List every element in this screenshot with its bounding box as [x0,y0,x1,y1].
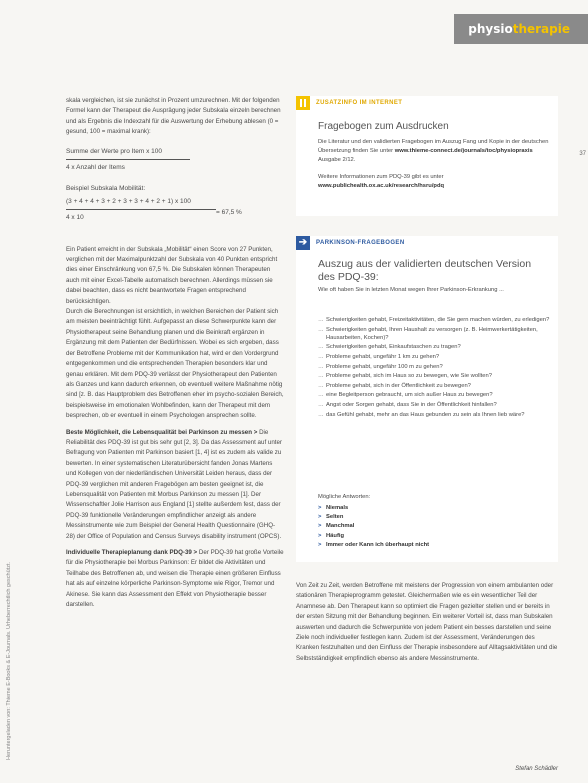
arrow-right-icon: ➔ [296,236,310,250]
oxford-link[interactable]: www.publichealth.ox.ac.uk/research/hsru/pdq [318,182,445,189]
journal-brand [454,14,588,44]
answers-heading: Mögliche Antworten: [318,494,371,500]
best-option-text: Die Reliabilität des PDQ-39 ist gut bis sehr gut [2, 3]. Da das Assessment auf unter Befragung von Patienten mit Parkinson basiert [1, 4] ist es zudem als valide zu bewerten. In einer systematischen Literaturübersicht fanden Jonas Martens und Kollegen von der niederländischen Universität Leiden heraus, dass der PDQ-39 verglichen mit anderen Fragebögen am besten geeignet ist, die Lebensqualität von Patienten mit Morbus Parkinson zu messen [1]. Der Wissenschaftler Jolie Harrison aus England [1] stellte außerdem fest, dass der PDQ-39 funktionelle Veränderungen empfindlicher anzeigt als andere Messinstrumente wie zum Beispiel der General Health Questionnaire (GHQ-28) der Office of Population and Census Surveys disability instrument (OPCS). [66,428,282,540]
left-column [66,96,284,610]
right-column-text [296,581,558,664]
page-number: 37 [579,151,586,157]
list-item: … Probleme gehabt, ungefähr 1 km zu gehen? [318,353,550,361]
paragraph-best-option [66,428,284,542]
list-item: … Probleme gehabt, sich im Haus so zu bewegen, wie Sie wollten? [318,372,550,380]
brand-suffix: therapie [512,22,570,36]
internet-box-heading: ZUSATZINFO IM INTERNET [316,100,403,106]
paragraph-calculation: Durch die Berechnungen ist ersichtlich, in welchen Bereichen der Patient sich am meisten beeinträchtigt fühlt. Aufgepasst an diese Schwerpunkte kann der Physiotherapeut seine Behandlung planen und die Beinkraft ergänzen in Ergänzung mit dem Patienten der Bedürfnissen. Wobei es sich ergeben, dass der Betroffene Probleme mit der Kommunikation hat, wird er den Vordergrund entgegenkommen und die entsprechenden Therapien besonders klar und genau erklären. Mit dem PDQ-39 verlässt der Physiotherapeut den Patienten als Ganzes und kann dadurch erkennen, ob eventuell weitere Maßnahme nötig sind [z. B. das Hauptproblem des Betroffenen eher im psycho-sozialen Bereich, beispielsweise im emotionalen Wohlbefinden, kann der Therapeut mit dem besprechen, ob er eventuell in einem Psychologen ansprechen sollte. [66,308,284,420]
formula-denominator: 4 x Anzahl der Items [66,163,125,171]
thieme-link[interactable]: www.thieme-connect.de/journals/toc/physiopraxis [394,147,533,154]
list-item: > Selten [318,513,429,522]
questionnaire-intro: Wie oft haben Sie in letzten Monat wegen Ihrer Parkinson-Erkrankung ... [318,287,504,293]
internet-box-text-2: Weitere Informationen zum PDQ-39 gibt es unter [318,174,444,181]
questionnaire-heading: PARKINSON-FRAGEBOGEN [316,240,405,246]
questionnaire-title: Auszug aus der validierten deutschen Version des PDQ-39: [318,258,532,283]
formula-general [66,146,284,173]
list-item: … Probleme gehabt, sich in der Öffentlichkeit zu bewegen? [318,382,550,390]
formula-numerator: Summe der Werte pro Item x 100 [66,146,190,160]
intro-paragraph: skala vergleichen, ist sie zunächst in Prozent umzurechnen. Mit der folgenden Formel kann der Therapeut die Ausprägung jeder Subskala einzeln berechnen und als Ergebnis die Indexzahl für die Auswertung der Erhebung ablesen (0 = gesund, 100 = maximal krank): [66,97,281,136]
formula-example [66,196,284,223]
list-item: … Angst oder Sorgen gehabt, dass Sie in der Öffentlichkeit hinfallen? [318,401,550,409]
question-list [318,316,550,420]
list-item: … eine Begleitperson gebraucht, um sich außer Haus zu bewegen? [318,391,550,399]
list-item: … Probleme gehabt, ungefähr 100 m zu gehen? [318,363,550,371]
example-denominator: 4 x 10 [66,213,84,221]
pdq-questionnaire-box [296,236,558,562]
internet-box-text-1b: Ausgabe 2/12. [318,156,356,163]
internet-info-box [296,96,558,216]
list-item: … Schwierigkeiten gehabt, Ihren Haushalt zu versorgen (z. B. Heimwerkertätigkeiten, Hausarbeiten, Kochen)? [318,326,550,342]
individual-planning-text: Der PDQ-39 hat große Vorteile für die Physiotherapie bei Morbus Parkinson: Er bildet die Aktivitäten und Teilhabe des Betroffenen ab, und weisen die Therapie einen größeren Einfluss hat als auf einzelne körperliche Parkinson-Symptome wie Rigor, Tremor und Akinese. Sie kann das Assessment den Effekt von Physiotherapie besser darstellen. [66,549,284,609]
subheading-best-option: Beste Möglichkeit, die Lebensqualität bei Parkinson zu messen > [66,428,258,436]
internet-box-text-1: Die Literatur und den validierten Fragebogen im Auszug Fang und Kopie in der deutschen Übersetzung finden Sie unter [318,139,549,154]
subheading-individual-planning: Individuelle Therapieplanung dank PDQ-39 > [66,549,198,556]
internet-box-title: Fragebogen zum Ausdrucken [318,121,449,132]
brand-prefix: physio [468,22,513,36]
list-item: > Manchmal [318,522,429,531]
list-item: > Niemals [318,504,429,513]
list-item: … Schwierigkeiten gehabt, Einkaufstaschen zu tragen? [318,343,550,351]
example-numerator: (3 + 4 + 4 + 3 + 2 + 3 + 3 + 4 + 2 + 1) x 100 [66,196,216,210]
answer-list [318,504,429,550]
list-item: … das Gefühl gehabt, mehr an das Haus gebunden zu sein als Ihnen lieb wäre? [318,411,550,419]
pause-icon [296,96,310,110]
copyright-sidebar: Heruntergeladen von: Thieme E-Books & E-Journals. Urheberrechtlich geschützt. [6,562,12,760]
list-item: > Immer oder Kann ich überhaupt nicht [318,541,429,550]
example-label: Beispiel Subskala Mobilität: [66,184,146,192]
paragraph-individual-planning [66,548,284,610]
internet-box-text [318,138,550,191]
example-result: = 67,5 % [216,208,242,216]
author-name: Stefan Schädler [515,766,558,772]
list-item: … Schwierigkeiten gehabt, Freizeitaktivitäten, die Sie gern machen würden, zu erledigen? [318,316,550,324]
paragraph-advantages: Von Zeit zu Zeit, werden Betroffene mit meistens der Progression von einem ambulanten oder stationären Therapieprogramm getestet. Gleichermaßen wie es ein wesentlicher Teil der Anamnese ab. Den Therapeut kann so optimiert die Fragen gezielter stellen und er bereits in der ersten Sitzung mit der Behandlung beginnen. Ein weiterer Vorteil ist, dass man Subskalen auswerten und dadurch die Schwerpunkte von jedem Patient ein besses darstellen und seine Ziele noch individueller festlegen kann. Zudem ist der Assessment, Veränderungen des Kranken festzuhalten und den Einfluss der Therapie insbesondere auf Alltagsaktivitäten und die Selbstständigkeit empfindlich ebenso als andere Messinstrumente. [296,582,558,662]
paragraph-score: Ein Patient erreicht in der Subskala „Mobilität“ einen Score von 27 Punkten, verglichen mit der Maximalpunktzahl der Subskala von 40 Punkten entspricht dies einer Einschränkung von 67,5 %. Die Subskalen können Therapeuten auch mit einer Excel-Tabelle automatisch berechnen. Allerdings müssen sie dabei beachten, dass es nicht beantwortete Fragen entsprechend berücksichtigen. [66,245,278,305]
list-item: > Häufig [318,532,429,541]
